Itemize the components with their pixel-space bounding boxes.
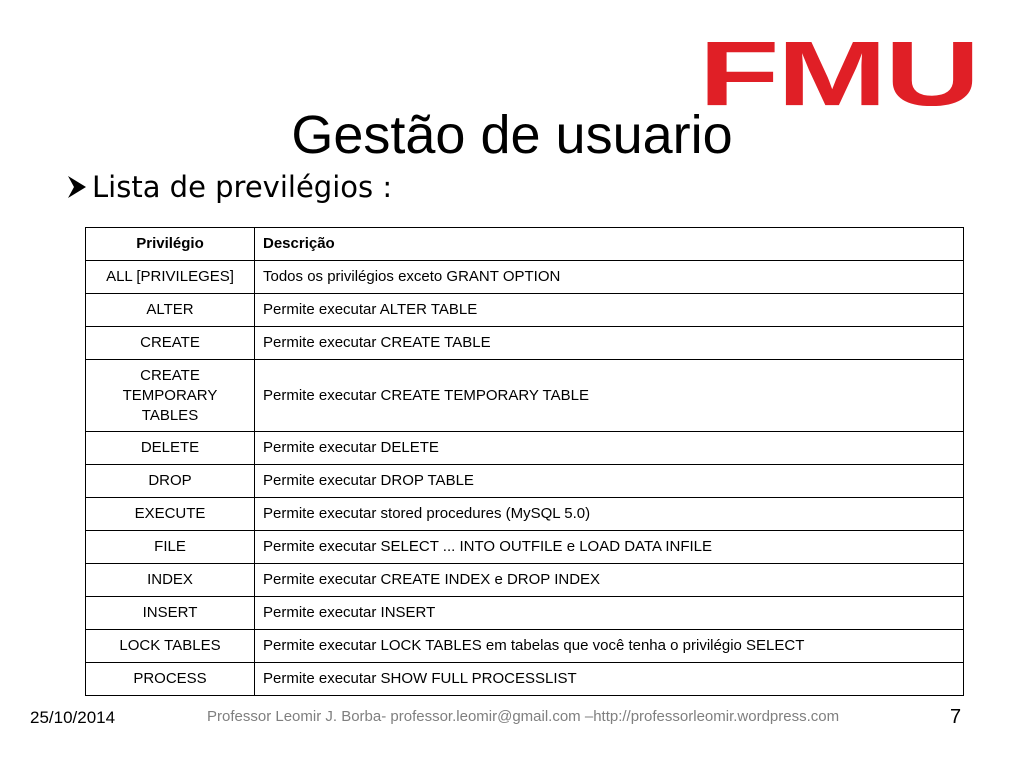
description-cell: Permite executar LOCK TABLES em tabelas que você tenha o privilégio SELECT xyxy=(255,630,964,663)
footer-author: Professor Leomir J. Borba- professor.leomir@gmail.com –http://professorleomir.wordpress.com xyxy=(207,708,840,725)
bullet-item xyxy=(66,168,392,206)
page-number: 7 xyxy=(950,706,962,728)
table-row xyxy=(86,564,964,597)
description-cell: Permite executar ALTER TABLE xyxy=(255,294,964,327)
table-row xyxy=(86,360,964,432)
description-cell: Todos os privilégios exceto GRANT OPTION xyxy=(255,261,964,294)
description-cell: Permite executar SHOW FULL PROCESSLIST xyxy=(255,663,964,696)
description-cell: Permite executar stored procedures (MySQL 5.0) xyxy=(255,498,964,531)
privilege-cell: INSERT xyxy=(86,597,255,630)
table-row xyxy=(86,531,964,564)
description-cell: Permite executar CREATE INDEX e DROP INDEX xyxy=(255,564,964,597)
description-cell: Permite executar DROP TABLE xyxy=(255,465,964,498)
header-descricao: Descrição xyxy=(255,228,964,261)
table-row xyxy=(86,630,964,663)
table-row xyxy=(86,465,964,498)
table-row xyxy=(86,597,964,630)
table-row xyxy=(86,498,964,531)
privilege-cell: CREATE xyxy=(86,327,255,360)
privilege-cell: FILE xyxy=(86,531,255,564)
description-cell: Permite executar CREATE TABLE xyxy=(255,327,964,360)
bullet-text: Lista de previlégios : xyxy=(92,170,393,204)
privileges-table xyxy=(85,227,964,696)
privilege-cell: INDEX xyxy=(86,564,255,597)
description-cell: Permite executar CREATE TEMPORARY TABLE xyxy=(255,360,964,432)
logo-text: FMU xyxy=(698,22,978,125)
table-row xyxy=(86,327,964,360)
slide-title: Gestão de usuario xyxy=(291,105,733,165)
table-row xyxy=(86,261,964,294)
header-privilegio: Privilégio xyxy=(86,228,255,261)
privilege-cell: CREATE TEMPORARY TABLES xyxy=(86,360,255,432)
description-cell: Permite executar DELETE xyxy=(255,432,964,465)
privilege-cell: DELETE xyxy=(86,432,255,465)
table-row xyxy=(86,294,964,327)
table-row xyxy=(86,663,964,696)
description-cell: Permite executar INSERT xyxy=(255,597,964,630)
privilege-cell: ALTER xyxy=(86,294,255,327)
privilege-cell: EXECUTE xyxy=(86,498,255,531)
privilege-cell: DROP xyxy=(86,465,255,498)
privilege-cell: LOCK TABLES xyxy=(86,630,255,663)
description-cell: Permite executar SELECT ... INTO OUTFILE e LOAD DATA INFILE xyxy=(255,531,964,564)
table-row xyxy=(86,432,964,465)
table-header-row xyxy=(86,228,964,261)
arrow-bullet-icon xyxy=(66,174,88,200)
privilege-cell: PROCESS xyxy=(86,663,255,696)
footer-date: 25/10/2014 xyxy=(30,708,116,727)
privilege-cell: ALL [PRIVILEGES] xyxy=(86,261,255,294)
